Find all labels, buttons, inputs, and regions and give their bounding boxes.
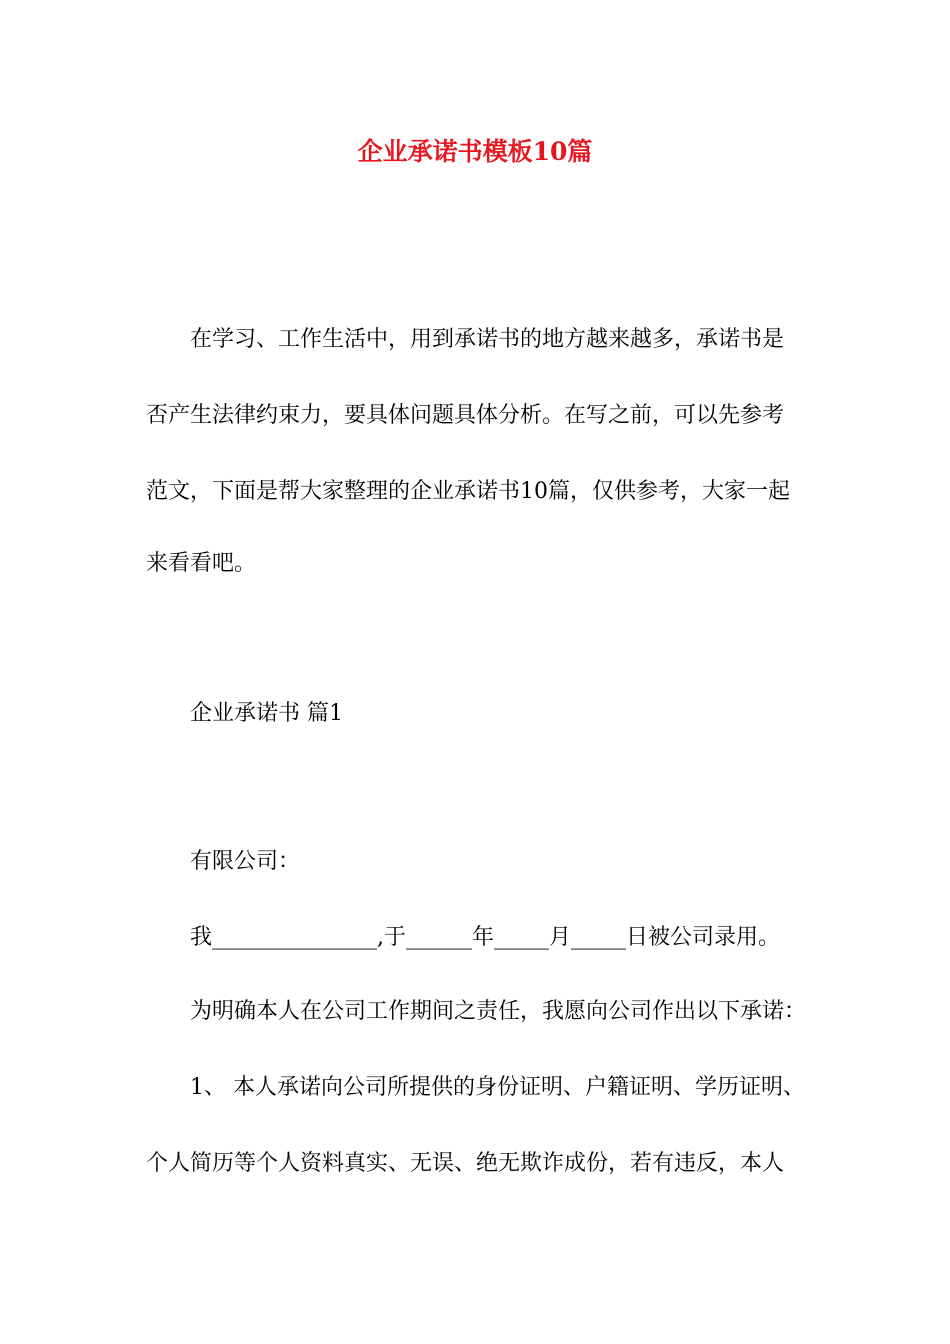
body-line-2: 我_______________,于______年_____月_____日被公司录用。 xyxy=(190,925,780,950)
intro-line-3: 范文，下面是帮大家整理的企业承诺书10篇，仅供参考，大家一起 xyxy=(146,479,790,504)
body-line-5: 个人简历等个人资料真实、无误、绝无欺诈成份，若有违反，本人 xyxy=(146,1151,785,1176)
intro-line-4: 来看看吧。 xyxy=(146,551,257,576)
intro-line-1: 在学习、工作生活中，用到承诺书的地方越来越多，承诺书是 xyxy=(190,327,785,352)
section-heading: 企业承诺书 篇1 xyxy=(190,701,343,726)
document-title: 企业承诺书模板10篇 xyxy=(357,137,593,166)
body-line-1: 有限公司： xyxy=(190,849,301,874)
intro-line-2: 否产生法律约束力，要具体问题具体分析。在写之前，可以先参考 xyxy=(146,403,785,428)
body-line-3: 为明确本人在公司工作期间之责任，我愿向公司作出以下承诺： xyxy=(190,999,807,1024)
body-line-4: 1、 本人承诺向公司所提供的身份证明、户籍证明、学历证明、 xyxy=(190,1075,805,1100)
